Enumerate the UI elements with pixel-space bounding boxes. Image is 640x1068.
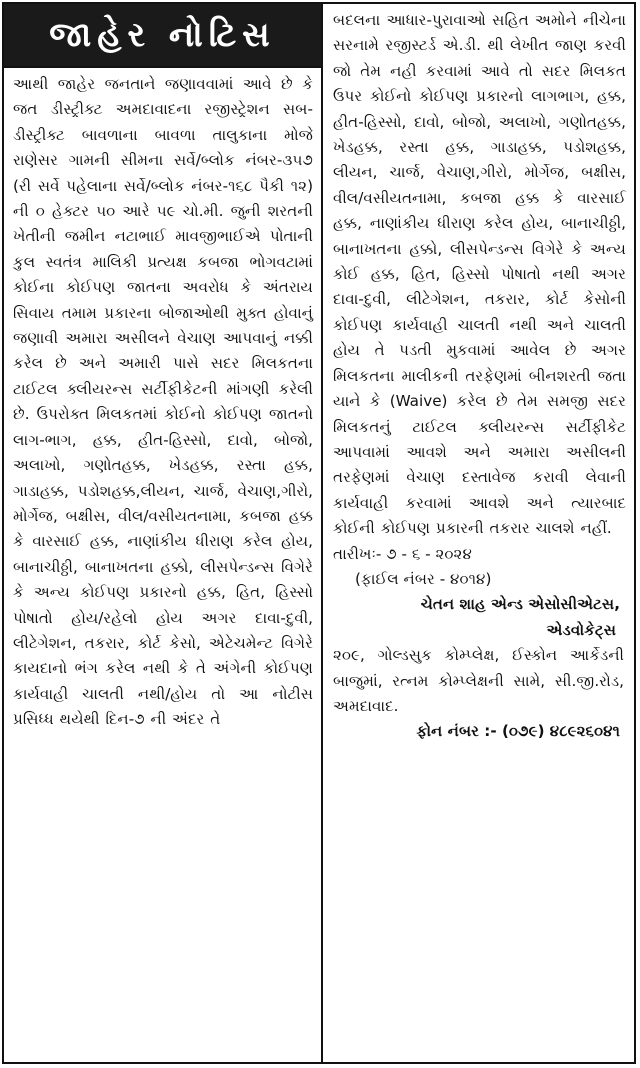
- firm-role: એડવોકેટ્સ: [546, 620, 616, 639]
- notice-signature-block: [323, 542, 634, 745]
- notice-date: તારીખઃ- ૭ - ૬ - ૨૦૨૪: [333, 544, 472, 563]
- notice-right-paragraph: બદલના આધાર-પુરાવાઓ સહિત અમોને નીચેના સરનામે રજીસ્ટર્ડ એ.ડી. થી લેખીત જાણ કરવી જો તેમ નહી કરવામાં આવે તો સદર મિલકત ઉપર કોઈનો કોઈપણ પ્રકારનો લાગભાગ, હક્ક, હીત-હિસ્સો, દાવો, બોજો, અલાખો, ગણોતહક્ક, ખેડહક્ક, રસ્તા હક્ક, ગાડાહક્ક, પડોશહક્ક, લીયન, ચાર્જ, વેચાણ,ગીરો, મોર્ગેજ, બક્ષીસ, વીલ/વસીયતનામા, કબજા હક્ક કે વારસાઈ હક્ક, નાણાંકીય ધીરાણ કરેલ હોય, બાનાચીઠ્ઠી, બાનાખતના હક્કો, લીસપેન્ડન્સ વિગેરે કે અન્ય કોઈ હક્ક, હિત, હિસ્સો પોષાતો નથી અગર દાવા-દુવી, લીટેગેશન, તકરાર, કોર્ટ કેસોની કોઈપણ કાર્યવાહી ચાલતી નથી અને ચાલતી હોય તે પડતી મુકવામાં આવેલ છે અગર મિલકતના માલીકની તરફેણમાં બીનશરતી જતા યાને કે (Waive) કરેલ છે તેમ સમજી સદર મિલકતનું ટાઈટલ ક્લીયરન્સ સર્ટીફીકેટ આપવામાં આવશે અને અમારા અસીલની તરફેણમાં વેચાણ દસ્તાવેજ કરાવી લેવાની કાર્યવાહી કરવામાં આવશે અને ત્યારબાદ કોઈની કોઈપણ પ્રકારની તકરાર ચાલશે નહીં.: [333, 11, 626, 538]
- notice-left-body: [4, 68, 321, 733]
- notice-left-paragraph: આથી જાહેર જનતાને જણાવવામાં આવે છે કે જત ડીસ્ટ્રીક્ટ અમદાવાદના રજીસ્ટ્રેશન સબ-ડીસ્ટ્રીક્ટ બાવળાના બાવળા તાલુકાના મોજે રાણેસર ગામની સીમના સર્વે/બ્લોક નંબર-૩૫૭ (રી સર્વે પહેલાના સર્વે/બ્લોક નંબર-૧૬૮ પૈકી ૧૨) ની ૦ હેક્ટર ૫૦ આરે ૫૯ ચો.મી. જુની શરતની ખેતીની જમીન નટાભાઈ માવજીભાઈએ પોતાની કુલ સ્વતંત્ર માલિકી પ્રત્યક્ષ કબજા ભોગવટામાં કોઈના કોઈપણ જાતના અવરોધ કે અંતરાય સિવાય તમામ પ્રકારના બોજાઓથી મુક્ત હોવાનું જણાવી અમારા અસીલને વેચાણ આપવાનું નક્કી કરેલ છે અને અમારી પાસે સદર મિલકતના ટાઈટલ ક્લીયરન્સ સર્ટીફીકેટની માંગણી કરેલી છે. ઉપરોક્ત મિલકતમાં કોઈનો કોઈપણ જાતનો લાગ-ભાગ, હક્ક, હીત-હિસ્સો, દાવો, બોજો, અલાખો, ગણોતહક્ક, ખેડહક્ક, રસ્તા હક્ક, ગાડાહક્ક, પડોશહક્ક,લીયન, ચાર્જ, વેચાણ,ગીરો, મોર્ગેજ, બક્ષીસ, વીલ/વસીયતનામા, કબજા હક્ક કે વારસાઈ હક્ક, નાણાંકીય ધીરાણ કરેલ હોય, બાનાચીઠ્ઠી, બાનાખતના હક્કો, લીસપેન્ડન્સ વિગેરે કે અન્ય કોઈપણ પ્રકારનો હક્ક, હિત, હિસ્સો પોષાતો હોય/રહેલો હોય અગર દાવા-દુવી, લીટેગેશન, તકરાર, કોર્ટ કેસો, એટેચમેન્ટ વિગેરે કાયદાનો ભંગ કરેલ નથી કે તે અંગેની કોઈપણ કાર્યવાહી ચાલતી નથી/હોય તો આ નોટીસ પ્રસિધ્ધ થયેથી દિન-૭ ની અંદર તે: [13, 75, 313, 729]
- notice-left-column: [4, 4, 321, 1062]
- firm-address: ૨૦૯, ગોલ્ડસુક કોમ્પ્લેક્ષ, ઈસ્કોન આર્કેડની બાજુમાં, રત્નમ કોમ્પ્લેક્ષની સામે, સી.જી.રોડ, અમદાવાદ.: [333, 646, 624, 715]
- firm-name: ચેતન શાહ એન્ડ એસોસીએટસ,: [420, 595, 620, 614]
- firm-phone: ફોન નંબર :- (૦૭૯) ૪૮૯૨૬૦૪૧: [416, 722, 620, 741]
- public-notice: [2, 2, 636, 1064]
- notice-title: જાહેર નોટિસ: [4, 4, 321, 68]
- file-number: (ફાઈલ નંબર - ૪૦૧૪): [355, 569, 492, 588]
- notice-right-column: [323, 4, 634, 1062]
- notice-right-body: [323, 4, 634, 542]
